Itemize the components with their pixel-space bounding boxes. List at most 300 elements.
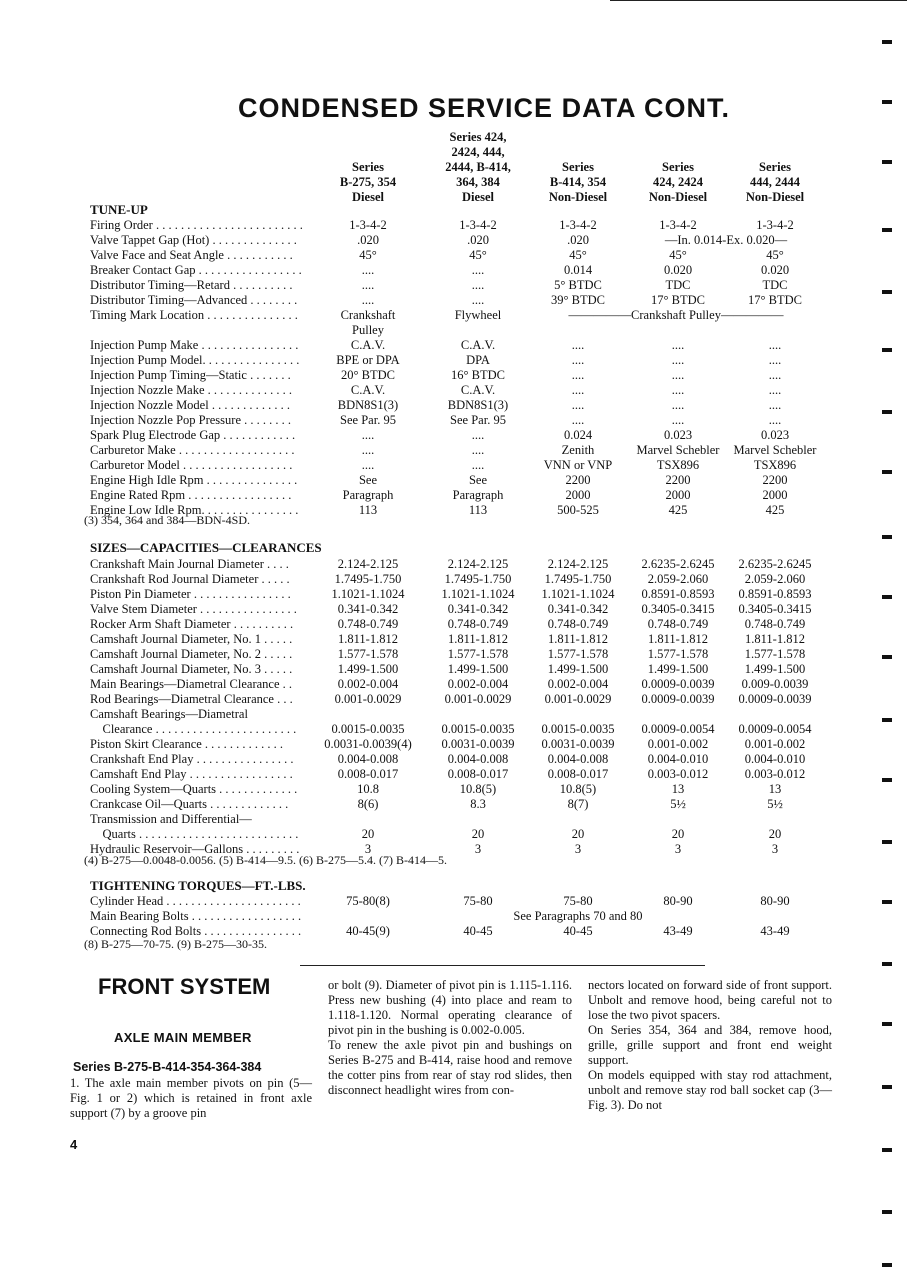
- cell-col-1: See: [358, 473, 378, 487]
- row-label: Valve Tappet Gap (Hot) . . . . . . . . . . . . . .: [90, 233, 297, 247]
- cell-col-2: See: [468, 473, 488, 487]
- cell-col-3: 40-45: [563, 924, 593, 938]
- table-row: [90, 722, 907, 737]
- cell-col-1: Paragraph: [342, 488, 394, 502]
- table-row: [90, 632, 907, 647]
- table-row: [90, 707, 907, 722]
- cell-col-4: 0.001-0.002: [647, 737, 709, 751]
- table-row: [90, 233, 907, 248]
- cell-col-3: ....: [571, 398, 585, 412]
- margin-mark: [882, 595, 892, 599]
- row-label: Crankcase Oil—Quarts . . . . . . . . . . . . .: [90, 797, 289, 811]
- margin-mark: [882, 290, 892, 294]
- cell-col-1: 1.7495-1.750: [334, 572, 402, 586]
- margin-mark: [882, 1210, 892, 1214]
- table-row: [90, 692, 907, 707]
- margin-mark: [882, 348, 892, 352]
- table-row: [90, 413, 907, 428]
- cell-col-5: 0.001-0.002: [744, 737, 806, 751]
- cell-col-3: 0.0015-0.0035: [541, 722, 615, 736]
- front-system-heading: FRONT SYSTEM: [98, 974, 271, 999]
- cell-col-4: 2000: [665, 488, 691, 502]
- margin-mark: [882, 655, 892, 659]
- cell-col-3: Zenith: [561, 443, 595, 457]
- cell-col-3: 75-80: [563, 894, 593, 908]
- cell-col-3: 1.1021-1.1024: [541, 587, 615, 601]
- row-label: Injection Nozzle Make . . . . . . . . . . . . . .: [90, 383, 293, 397]
- cell-col-4: 2.059-2.060: [647, 572, 709, 586]
- cell-col-2: DPA: [466, 353, 490, 367]
- cell-col-2: C.A.V.: [460, 383, 496, 397]
- table-row: [90, 909, 907, 924]
- cell-col-2: 8.3: [470, 797, 486, 811]
- table-row: [90, 368, 907, 383]
- table-row: [90, 572, 907, 587]
- cell-col-1: ....: [361, 278, 375, 292]
- column-header-3: Series B-414, 354 Non-Diesel: [548, 160, 608, 204]
- cell-col-3: 0.341-0.342: [547, 602, 609, 616]
- cell-col-4: 0.0009-0.0039: [641, 677, 715, 691]
- table-row: [90, 263, 907, 278]
- row-label: Rod Bearings—Diametral Clearance . . .: [90, 692, 293, 706]
- cell-col-2: Paragraph: [452, 488, 504, 502]
- cell-col-5: 17° BTDC: [748, 293, 802, 307]
- cell-col-3: 5° BTDC: [554, 278, 602, 292]
- cell-col-4: 17° BTDC: [651, 293, 705, 307]
- margin-mark: [882, 1022, 892, 1026]
- cell-col-3: ....: [571, 368, 585, 382]
- cell-col-5: 80-90: [760, 894, 790, 908]
- cell-col-3: 500-525: [557, 503, 599, 517]
- cell-col-4: 0.0009-0.0039: [641, 692, 715, 706]
- cell-col-2: ....: [471, 278, 485, 292]
- cell-col-5: ....: [768, 368, 782, 382]
- table-row: [90, 827, 907, 842]
- row-label: Quarts . . . . . . . . . . . . . . . . . . . . . . . . . .: [90, 827, 299, 841]
- cell-col-2: 0.001-0.0029: [444, 692, 512, 706]
- margin-mark: [882, 1148, 892, 1152]
- row-label: Engine Low Idle Rpm. . . . . . . . . . . . . . . .: [90, 503, 299, 517]
- margin-mark: [882, 40, 892, 44]
- table-row: [90, 428, 907, 443]
- section-rule: [300, 965, 705, 966]
- cell-col-4: TDC: [665, 278, 691, 292]
- table-row: [90, 488, 907, 503]
- cell-col-5: 0.748-0.749: [744, 617, 806, 631]
- cell-col-4: 0.004-0.010: [647, 752, 709, 766]
- tuneup-footnote: (3) 354, 364 and 384—BDN-4SD.: [84, 513, 250, 527]
- cell-col-2: 0.748-0.749: [447, 617, 509, 631]
- row-label: Injection Nozzle Model . . . . . . . . . . . . .: [90, 398, 290, 412]
- cell-col-1: ....: [361, 458, 375, 472]
- row-label: Distributor Timing—Retard . . . . . . . . . .: [90, 278, 293, 292]
- cell-col-2: 1.577-1.578: [447, 647, 509, 661]
- row-label: Piston Skirt Clearance . . . . . . . . . . . . .: [90, 737, 284, 751]
- cell-col-5: 2.6235-2.6245: [738, 557, 812, 571]
- cell-col-1: 75-80(8): [346, 894, 390, 908]
- cell-col-4: 13: [671, 782, 685, 796]
- table-row: [90, 278, 907, 293]
- cell-col-4: ....: [671, 398, 685, 412]
- table-row: [90, 473, 907, 488]
- cell-col-1: 1-3-4-2: [349, 218, 387, 232]
- cell-col-5: ....: [768, 383, 782, 397]
- cell-col-4: 80-90: [663, 894, 693, 908]
- cell-col-1: ....: [361, 293, 375, 307]
- cell-col-5: 5½: [767, 797, 783, 811]
- cell-col-3: 0.002-0.004: [547, 677, 609, 691]
- cell-col-3: 39° BTDC: [551, 293, 605, 307]
- table-row: [90, 797, 907, 812]
- margin-mark: [882, 718, 892, 722]
- table-row: [90, 782, 907, 797]
- cell-col-1: 0.341-0.342: [337, 602, 399, 616]
- cell-col-2: 0.0031-0.0039: [441, 737, 515, 751]
- table-row: [90, 557, 907, 572]
- cell-col-2: .020: [467, 233, 489, 247]
- cell-col-5: 2200: [762, 473, 788, 487]
- margin-mark: [882, 1085, 892, 1089]
- cell-col-5: 1.499-1.500: [744, 662, 806, 676]
- cell-col-5: 0.009-0.0039: [741, 677, 809, 691]
- cell-col-5: ....: [768, 398, 782, 412]
- table-row: [90, 647, 907, 662]
- cell-col-3: ....: [571, 338, 585, 352]
- table-row: [90, 677, 907, 692]
- cell-col-4: 1.577-1.578: [647, 647, 709, 661]
- cell-col-4: ....: [671, 368, 685, 382]
- margin-mark: [882, 1263, 892, 1267]
- cell-col-3: 3: [574, 842, 582, 856]
- cell-col-2: 16° BTDC: [451, 368, 505, 382]
- row-label: Piston Pin Diameter . . . . . . . . . . . . . . . .: [90, 587, 291, 601]
- table-row: [90, 587, 907, 602]
- spanning-cell: See Paragraphs 70 and 80: [513, 909, 643, 923]
- cell-col-2: ....: [471, 443, 485, 457]
- row-label: Camshaft Journal Diameter, No. 2 . . . . .: [90, 647, 293, 661]
- cell-col-5: 1.577-1.578: [744, 647, 806, 661]
- cell-col-2: 0.002-0.004: [447, 677, 509, 691]
- table-row: [90, 894, 907, 909]
- cell-col-2: 10.8(5): [459, 782, 497, 796]
- cell-col-1: 0.004-0.008: [337, 752, 399, 766]
- table-row: [90, 323, 907, 338]
- cell-col-1: 0.002-0.004: [337, 677, 399, 691]
- cell-col-4: 1-3-4-2: [659, 218, 697, 232]
- table-row: [90, 353, 907, 368]
- cell-col-4: 0.020: [663, 263, 693, 277]
- cell-col-3: 2200: [565, 473, 591, 487]
- table-row: [90, 293, 907, 308]
- cell-col-2: 0.0015-0.0035: [441, 722, 515, 736]
- cell-col-2: ....: [471, 263, 485, 277]
- cell-col-3: 0.024: [563, 428, 593, 442]
- cell-col-1: C.A.V.: [350, 383, 386, 397]
- row-label: Carburetor Model . . . . . . . . . . . . . . . . . .: [90, 458, 293, 472]
- cell-col-1: 1.577-1.578: [337, 647, 399, 661]
- row-label: Valve Face and Seat Angle . . . . . . . . . . .: [90, 248, 293, 262]
- cell-col-1: 0.0031-0.0039(4): [324, 737, 412, 751]
- cell-col-1: 20° BTDC: [341, 368, 395, 382]
- cell-col-4: 0.023: [663, 428, 693, 442]
- row-label: Camshaft End Play . . . . . . . . . . . . . . . . .: [90, 767, 293, 781]
- cell-col-5: ....: [768, 338, 782, 352]
- row-label: Crankshaft Main Journal Diameter . . . .: [90, 557, 289, 571]
- cell-col-3: 1.577-1.578: [547, 647, 609, 661]
- cell-col-3: 2000: [565, 488, 591, 502]
- cell-col-4: 2.6235-2.6245: [641, 557, 715, 571]
- top-rule: [610, 0, 907, 1]
- cell-col-3: 1.499-1.500: [547, 662, 609, 676]
- cell-col-1: ....: [361, 263, 375, 277]
- row-label: Hydraulic Reservoir—Gallons . . . . . . . . .: [90, 842, 300, 856]
- cell-col-4: 0.0009-0.0054: [641, 722, 715, 736]
- page-number: 4: [70, 1137, 78, 1152]
- table-row: [90, 218, 907, 233]
- row-label: Main Bearing Bolts . . . . . . . . . . . . . . . . . .: [90, 909, 302, 923]
- torques-footnote: (8) B-275—70-75. (9) B-275—30-35.: [84, 937, 267, 951]
- cell-col-2: 2.124-2.125: [447, 557, 509, 571]
- cell-col-1: 113: [358, 503, 378, 517]
- cell-col-4: ....: [671, 383, 685, 397]
- cell-col-5: 2000: [762, 488, 788, 502]
- cell-col-1: 1.1021-1.1024: [331, 587, 405, 601]
- cell-col-1: 2.124-2.125: [337, 557, 399, 571]
- tuneup-section-title: TUNE-UP: [90, 202, 148, 217]
- cell-col-4: 2200: [665, 473, 691, 487]
- cell-col-4: 20: [671, 827, 685, 841]
- cell-col-2: 1.811-1.812: [448, 632, 508, 646]
- cell-col-5: 20: [768, 827, 782, 841]
- row-label: Injection Pump Make . . . . . . . . . . . . . . . .: [90, 338, 299, 352]
- table-row: [90, 458, 907, 473]
- cell-col-2: 0.004-0.008: [447, 752, 509, 766]
- cell-col-3: 0.0031-0.0039: [541, 737, 615, 751]
- torques-section-title: TIGHTENING TORQUES—FT.-LBS.: [90, 878, 306, 893]
- table-row: [90, 752, 907, 767]
- margin-mark: [882, 900, 892, 904]
- row-label: Camshaft Bearings—Diametral: [90, 707, 248, 721]
- cell-col-1: 10.8: [357, 782, 379, 796]
- cell-col-1: Pulley: [352, 323, 384, 337]
- cell-col-3: 1.7495-1.750: [544, 572, 612, 586]
- cell-col-2: BDN8S1(3): [447, 398, 509, 412]
- cell-col-1: 0.748-0.749: [337, 617, 399, 631]
- row-label: Transmission and Differential—: [90, 812, 252, 826]
- row-label: Injection Pump Model. . . . . . . . . . . . . . . .: [90, 353, 300, 367]
- cell-col-5: Marvel Schebler: [733, 443, 817, 457]
- margin-mark: [882, 470, 892, 474]
- cell-col-5: 3: [771, 842, 779, 856]
- column-header-2: Series 424, 2424, 444, 2444, B-414, 364, 384 Diesel: [445, 130, 511, 204]
- cell-col-4: 0.8591-0.8593: [641, 587, 715, 601]
- row-label: Rocker Arm Shaft Diameter . . . . . . . . . .: [90, 617, 294, 631]
- cell-col-3: ....: [571, 353, 585, 367]
- row-label: Injection Pump Timing—Static . . . . . . .: [90, 368, 291, 382]
- table-row: [90, 443, 907, 458]
- cell-col-2: 0.341-0.342: [447, 602, 509, 616]
- spanning-cell: —————Crankshaft Pulley—————: [568, 308, 784, 322]
- row-label: Spark Plug Electrode Gap . . . . . . . . . . . .: [90, 428, 296, 442]
- cell-col-3: 2.124-2.125: [547, 557, 609, 571]
- cell-col-2: See Par. 95: [450, 413, 506, 427]
- cell-col-5: 1-3-4-2: [756, 218, 794, 232]
- cell-col-5: TSX896: [753, 458, 797, 472]
- row-label: Clearance . . . . . . . . . . . . . . . . . . . . . . .: [90, 722, 297, 736]
- text-column-2: or bolt (9). Diameter of pivot pin is 1.115-1.116. Press new bushing (4) into place and ream to 1.118-1.120. Normal operating clearance of pivot pin in the bushing is 0.002-0.005. To renew the axle pivot pin and bushings on Series B-275 and B-414, raise hood and remove the cotter pins from rear of stay rod slides, then disconnect headlight wires from con-: [328, 978, 572, 1097]
- cell-col-5: 13: [768, 782, 782, 796]
- table-row: [90, 338, 907, 353]
- sizes-footnote: (4) B-275—0.0048-0.0056. (5) B-414—9.5. (6) B-275—5.4. (7) B-414—5.: [84, 853, 447, 867]
- margin-mark: [882, 410, 892, 414]
- cell-col-2: C.A.V.: [460, 338, 496, 352]
- cell-col-4: ....: [671, 353, 685, 367]
- cell-col-4: TSX896: [656, 458, 700, 472]
- cell-col-2: 1.7495-1.750: [444, 572, 512, 586]
- cell-col-4: ....: [671, 338, 685, 352]
- cell-col-1: 1.499-1.500: [337, 662, 399, 676]
- cell-col-1: BPE or DPA: [336, 353, 400, 367]
- cell-col-2: 45°: [469, 248, 487, 262]
- cell-col-1: 3: [364, 842, 372, 856]
- margin-mark: [882, 840, 892, 844]
- cell-col-3: 20: [571, 827, 585, 841]
- cell-col-1: 1.811-1.812: [338, 632, 398, 646]
- cell-col-4: 0.3405-0.3415: [641, 602, 715, 616]
- cell-col-4: 45°: [669, 248, 687, 262]
- cell-col-1: 40-45(9): [346, 924, 390, 938]
- text-column-1: 1. The axle main member pivots on pin (5—Fig. 1 or 2) which is retained in front axle support (7) by a groove pin: [70, 1076, 312, 1120]
- cell-col-2: Flywheel: [454, 308, 502, 322]
- table-row: [90, 398, 907, 413]
- cell-col-4: ....: [671, 413, 685, 427]
- cell-col-1: 0.0015-0.0035: [331, 722, 405, 736]
- row-label: Breaker Contact Gap . . . . . . . . . . . . . . . . .: [90, 263, 302, 277]
- cell-col-3: ....: [571, 413, 585, 427]
- row-label: Cylinder Head . . . . . . . . . . . . . . . . . . . . . .: [90, 894, 301, 908]
- cell-col-5: 425: [765, 503, 785, 517]
- cell-col-3: 0.748-0.749: [547, 617, 609, 631]
- cell-col-2: 1.499-1.500: [447, 662, 509, 676]
- cell-col-2: 113: [468, 503, 488, 517]
- table-row: [90, 812, 907, 827]
- cell-col-4: 0.748-0.749: [647, 617, 709, 631]
- cell-col-1: 20: [361, 827, 375, 841]
- row-label: Timing Mark Location . . . . . . . . . . . . . . .: [90, 308, 298, 322]
- margin-mark: [882, 535, 892, 539]
- cell-col-2: 40-45: [463, 924, 493, 938]
- cell-col-4: 1.811-1.812: [648, 632, 708, 646]
- cell-col-2: 0.008-0.017: [447, 767, 509, 781]
- sizes-section-title: SIZES—CAPACITIES—CLEARANCES: [90, 540, 322, 555]
- row-label: Crankshaft Rod Journal Diameter . . . . .: [90, 572, 290, 586]
- page-title: CONDENSED SERVICE DATA CONT.: [238, 93, 731, 123]
- cell-col-5: ....: [768, 353, 782, 367]
- cell-col-1: 8(6): [357, 797, 379, 811]
- cell-col-3: 1-3-4-2: [559, 218, 597, 232]
- cell-col-2: ....: [471, 458, 485, 472]
- row-label: Camshaft Journal Diameter, No. 3 . . . . .: [90, 662, 293, 676]
- cell-col-2: 75-80: [463, 894, 493, 908]
- cell-col-5: ....: [768, 413, 782, 427]
- cell-col-5: 45°: [766, 248, 784, 262]
- cell-col-1: C.A.V.: [350, 338, 386, 352]
- cell-col-5: 43-49: [760, 924, 790, 938]
- cell-col-1: ....: [361, 443, 375, 457]
- cell-col-3: 0.008-0.017: [547, 767, 609, 781]
- cell-col-3: 8(7): [567, 797, 589, 811]
- cell-col-5: 0.023: [760, 428, 790, 442]
- cell-col-2: 3: [474, 842, 482, 856]
- cell-col-3: 1.811-1.812: [548, 632, 608, 646]
- cell-col-2: 1-3-4-2: [459, 218, 497, 232]
- cell-col-5: 2.059-2.060: [744, 572, 806, 586]
- cell-col-2: 1.1021-1.1024: [441, 587, 515, 601]
- cell-col-1: .020: [357, 233, 379, 247]
- cell-col-3: 0.014: [563, 263, 593, 277]
- table-row: [90, 662, 907, 677]
- cell-col-4: Marvel Schebler: [636, 443, 720, 457]
- cell-col-3: 10.8(5): [559, 782, 597, 796]
- cell-col-4: 0.003-0.012: [647, 767, 709, 781]
- row-label: Crankshaft End Play . . . . . . . . . . . . . . . .: [90, 752, 294, 766]
- row-label: Engine Rated Rpm . . . . . . . . . . . . . . . . .: [90, 488, 292, 502]
- series-subheading: Series B-275-B-414-354-364-384: [73, 1060, 262, 1074]
- cell-col-1: BDN8S1(3): [337, 398, 399, 412]
- table-row: [90, 308, 907, 323]
- cell-col-5: 0.0009-0.0039: [738, 692, 812, 706]
- margin-mark: [882, 228, 892, 232]
- cell-col-3: 0.004-0.008: [547, 752, 609, 766]
- row-label: Injection Nozzle Pop Pressure . . . . . . . .: [90, 413, 292, 427]
- column-header-5: Series 444, 2444 Non-Diesel: [745, 160, 805, 204]
- row-label: Distributor Timing—Advanced . . . . . . . .: [90, 293, 298, 307]
- column-header-1: Series B-275, 354 Diesel: [339, 160, 397, 204]
- cell-col-1: See Par. 95: [340, 413, 396, 427]
- table-row: [90, 737, 907, 752]
- cell-col-5: 1.811-1.812: [745, 632, 805, 646]
- cell-col-5: 0.004-0.010: [744, 752, 806, 766]
- row-label: Connecting Rod Bolts . . . . . . . . . . . . . . . .: [90, 924, 302, 938]
- margin-mark: [882, 100, 892, 104]
- row-label: Camshaft Journal Diameter, No. 1 . . . . .: [90, 632, 293, 646]
- cell-col-1: ....: [361, 428, 375, 442]
- cell-col-3: .020: [567, 233, 589, 247]
- cell-col-5: 0.3405-0.3415: [738, 602, 812, 616]
- cell-col-4: 1.499-1.500: [647, 662, 709, 676]
- cell-col-1: 0.008-0.017: [337, 767, 399, 781]
- row-label: Firing Order . . . . . . . . . . . . . . . . . . . . . . . .: [90, 218, 303, 232]
- axle-main-member-heading: AXLE MAIN MEMBER: [114, 1030, 252, 1045]
- margin-mark: [882, 160, 892, 164]
- table-row: [90, 602, 907, 617]
- cell-col-3: VNN or VNP: [543, 458, 613, 472]
- cell-col-5: TDC: [762, 278, 788, 292]
- row-label: Carburetor Make . . . . . . . . . . . . . . . . . . .: [90, 443, 295, 457]
- cell-col-5: 0.8591-0.8593: [738, 587, 812, 601]
- cell-col-1: 0.001-0.0029: [334, 692, 402, 706]
- cell-col-3: 45°: [569, 248, 587, 262]
- row-label: Main Bearings—Diametral Clearance . .: [90, 677, 293, 691]
- column-header-4: Series 424, 2424 Non-Diesel: [648, 160, 708, 204]
- cell-col-4: 425: [668, 503, 688, 517]
- cell-col-4: 3: [674, 842, 682, 856]
- cell-col-2: ....: [471, 293, 485, 307]
- row-label: Engine High Idle Rpm . . . . . . . . . . . . . . .: [90, 473, 298, 487]
- cell-col-5: 0.0009-0.0054: [738, 722, 812, 736]
- margin-mark: [882, 778, 892, 782]
- table-row: [90, 617, 907, 632]
